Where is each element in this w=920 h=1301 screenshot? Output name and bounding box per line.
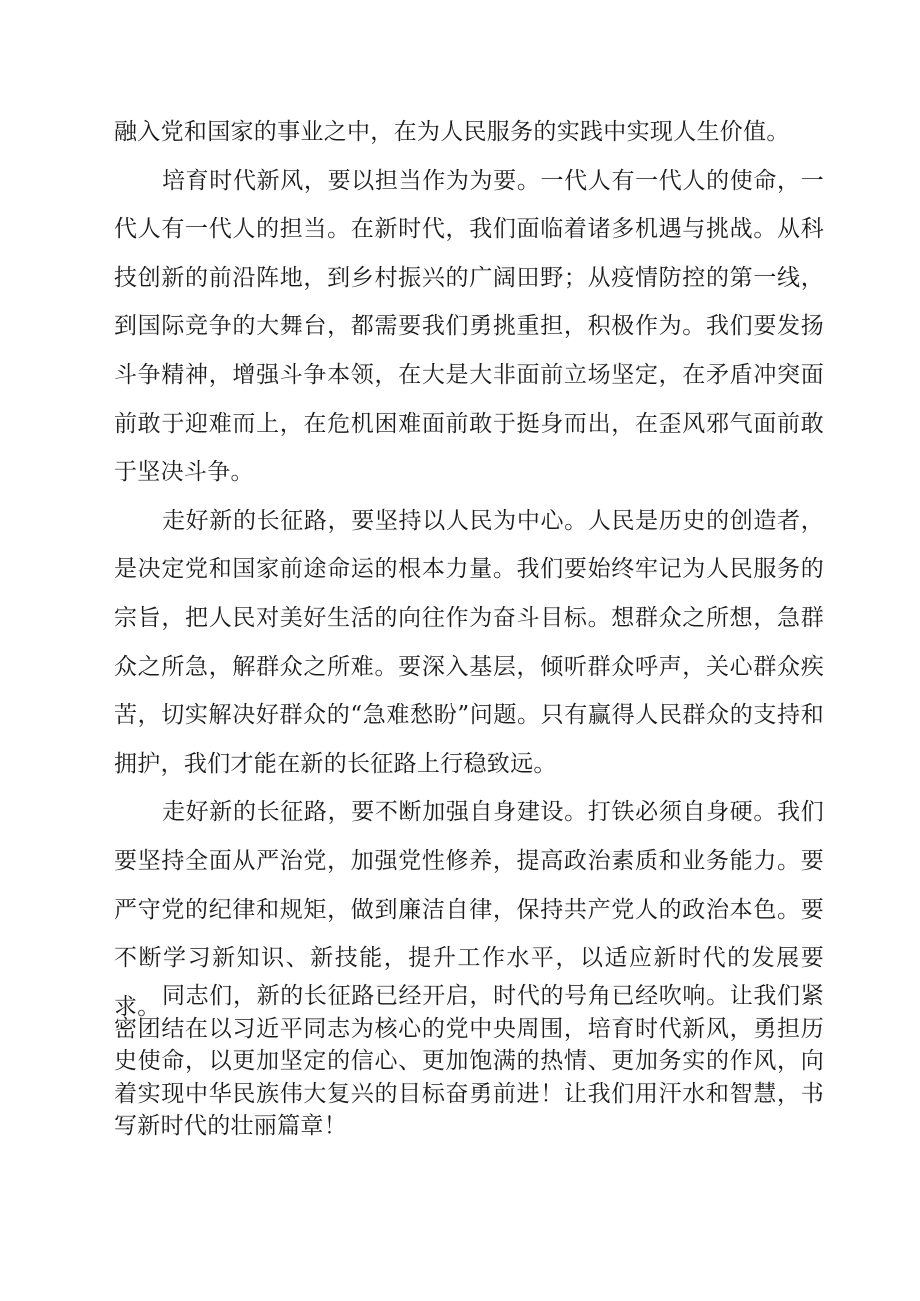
paragraph-5: 同志们，新的长征路已经开启，时代的号角已经吹响。让我们紧密团结在以习近平同志为核心的党中央周围，培育时代新风，勇担历史使命，以更加坚定的信心、更加饱满的热情、更加务实的作风，向着实现中华民族伟大复兴的目标奋勇前进！让我们用汗水和智慧，书写新时代的壮丽篇章！	[114, 983, 824, 1139]
paragraph-4: 走好新的长征路，要不断加强自身建设。打铁必须自身硬。我们要坚持全面从严治党，加强党性修养，提高政治素质和业务能力。要严守党的纪律和规矩，做到廉洁自律，保持共产党人的政治本色。要不断学习新知识、新技能，提升工作水平，以适应新时代的发展要求。	[114, 799, 824, 1020]
paragraph-1: 融入党和国家的事业之中，在为人民服务的实践中实现人生价值。	[114, 119, 790, 145]
body-text	[114, 108, 824, 1031]
closing-text	[114, 980, 824, 1143]
paragraph-3: 走好新的长征路，要坚持以人民为中心。人民是历史的创造者，是决定党和国家前途命运的根本力量。我们要始终牢记为人民服务的宗旨，把人民对美好生活的向往作为奋斗目标。想群众之所想，急群众之所急，解群众之所难。要深入基层，倾听群众呼声，关心群众疾苦，切实解决好群众的“急难愁盼”问题。只有赢得人民群众的支持和拥护，我们才能在新的长征路上行稳致远。	[114, 507, 824, 777]
paragraph-2: 培育时代新风，要以担当作为为要。一代人有一代人的使命，一代人有一代人的担当。在新时代，我们面临着诸多机遇与挑战。从科技创新的前沿阵地，到乡村振兴的广阔田野；从疫情防控的第一线，到国际竞争的大舞台，都需要我们勇挑重担，积极作为。我们要发扬斗争精神，增强斗争本领，在大是大非面前立场坚定，在矛盾冲突面前敢于迎难而上，在危机困难面前敢于挺身而出，在歪风邪气面前敢于坚决斗争。	[114, 167, 824, 486]
